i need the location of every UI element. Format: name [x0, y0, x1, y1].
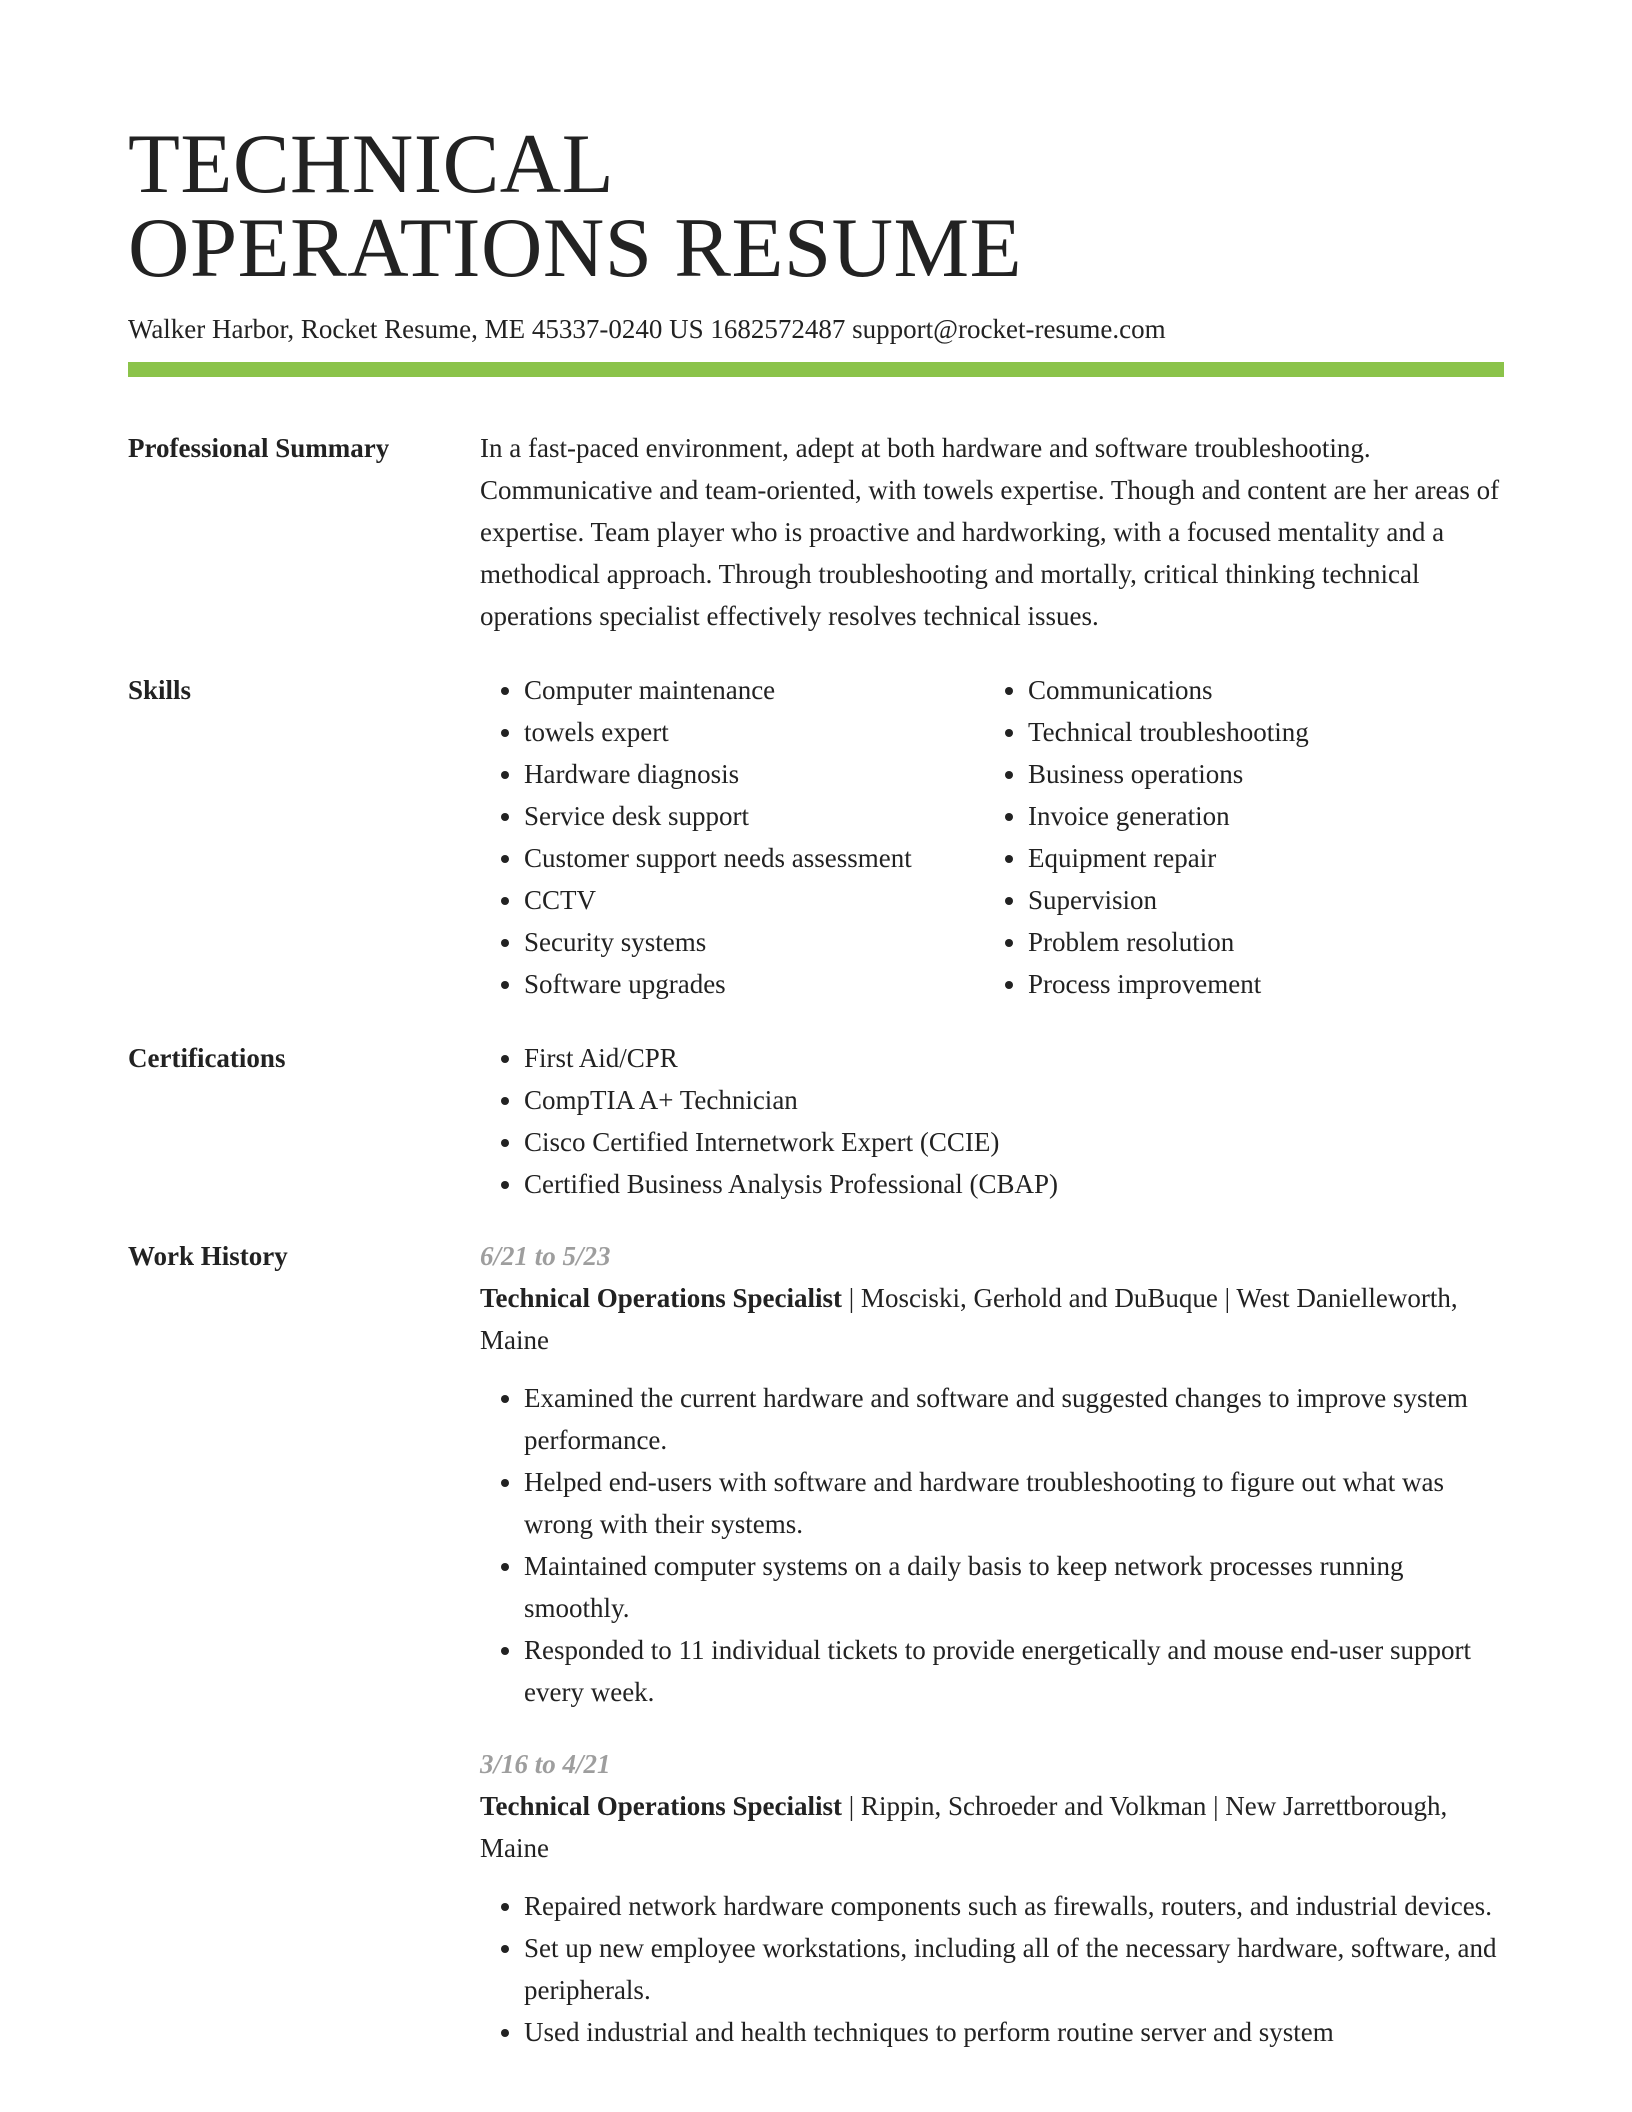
skills-heading: Skills	[128, 675, 192, 705]
skill-item: • Customer support needs assessment	[524, 837, 984, 879]
job-bullets	[480, 1885, 1504, 2053]
skill-item: • Software upgrades	[524, 963, 984, 1005]
job-entry	[480, 1235, 1504, 1713]
skill-item: • Service desk support	[524, 795, 984, 837]
job-bullet: • Maintained computer systems on a daily basis to keep network processes running smoothly.	[524, 1545, 1504, 1629]
job-dates: 6/21 to 5/23	[480, 1241, 611, 1271]
skill-item: • Supervision	[1028, 879, 1309, 921]
skill-item: • Problem resolution	[1028, 921, 1309, 963]
job-bullet: • Used industrial and health techniques to perform routine server and system	[524, 2011, 1504, 2053]
job-title: Technical Operations Specialist	[480, 1283, 843, 1313]
summary-text: In a fast-paced environment, adept at both hardware and software troubleshooting. Communicative and team-oriented, with towels expertise. Though and content are her areas of expertise. Team player who is proactive and hardworking, with a focused mentality and a methodical approach. Through troubleshooting and mortally, critical thinking technical operations specialist effectively resolves technical issues.	[480, 433, 1500, 631]
job-dates: 3/16 to 4/21	[480, 1749, 611, 1779]
work-history-section	[128, 1235, 1504, 2083]
skills-column-1	[480, 669, 984, 1005]
skill-item: • Business operations	[1028, 753, 1309, 795]
certifications-body	[480, 1037, 1504, 1205]
skills-column-2	[984, 669, 1309, 1005]
job-bullet: • Responded to 11 individual tickets to provide energetically and mouse end-user support every week.	[524, 1629, 1504, 1713]
certification-item: • CompTIA A+ Technician	[524, 1079, 1504, 1121]
summary-section	[128, 427, 1504, 637]
title-line-2: OPERATIONS RESUME	[128, 201, 1023, 295]
contact-info: Walker Harbor, Rocket Resume, ME 45337-0240 US 1682572487 support@rocket-resume.com	[128, 314, 1166, 344]
certification-item: • Cisco Certified Internetwork Expert (CCIE)	[524, 1121, 1504, 1163]
certification-item: • Certified Business Analysis Professional (CBAP)	[524, 1163, 1504, 1205]
job-employer-location: | Mosciski, Gerhold and DuBuque | West Danielleworth, Maine	[480, 1283, 1458, 1355]
skills-columns	[480, 669, 1504, 1005]
job-heading	[480, 1277, 1504, 1361]
job-title: Technical Operations Specialist	[480, 1791, 843, 1821]
job-bullet: • Helped end-users with software and hardware troubleshooting to figure out what was wrong with their systems.	[524, 1461, 1504, 1545]
header-divider	[128, 362, 1504, 377]
job-entry	[480, 1743, 1504, 2053]
resume-page	[128, 0, 1504, 2083]
resume-title	[128, 0, 1504, 295]
skill-item: • Hardware diagnosis	[524, 753, 984, 795]
skill-item: • towels expert	[524, 711, 984, 753]
skill-item: • Computer maintenance	[524, 669, 984, 711]
certifications-heading: Certifications	[128, 1043, 286, 1073]
skill-item: • Invoice generation	[1028, 795, 1309, 837]
job-bullet: • Set up new employee workstations, including all of the necessary hardware, software, and peripherals.	[524, 1927, 1504, 2011]
job-heading	[480, 1785, 1504, 1869]
skill-item: • Security systems	[524, 921, 984, 963]
job-bullet: • Repaired network hardware components such as firewalls, routers, and industrial devices.	[524, 1885, 1504, 1927]
work-history-heading: Work History	[128, 1241, 288, 1271]
certifications-list	[480, 1037, 1504, 1205]
summary-heading: Professional Summary	[128, 433, 390, 463]
work-history-body	[480, 1235, 1504, 2083]
job-bullet: • Examined the current hardware and software and suggested changes to improve system performance.	[524, 1377, 1504, 1461]
certification-item: • First Aid/CPR	[524, 1037, 1504, 1079]
job-bullets	[480, 1377, 1504, 1713]
title-line-1: TECHNICAL	[128, 117, 615, 211]
skill-item: • Equipment repair	[1028, 837, 1309, 879]
job-employer-location: | Rippin, Schroeder and Volkman | New Jarrettborough, Maine	[480, 1791, 1448, 1863]
skill-item: • Process improvement	[1028, 963, 1309, 1005]
skill-item: • Communications	[1028, 669, 1309, 711]
skill-item: • Technical troubleshooting	[1028, 711, 1309, 753]
skill-item: • CCTV	[524, 879, 984, 921]
skills-section	[128, 669, 1504, 1005]
certifications-section	[128, 1037, 1504, 1205]
